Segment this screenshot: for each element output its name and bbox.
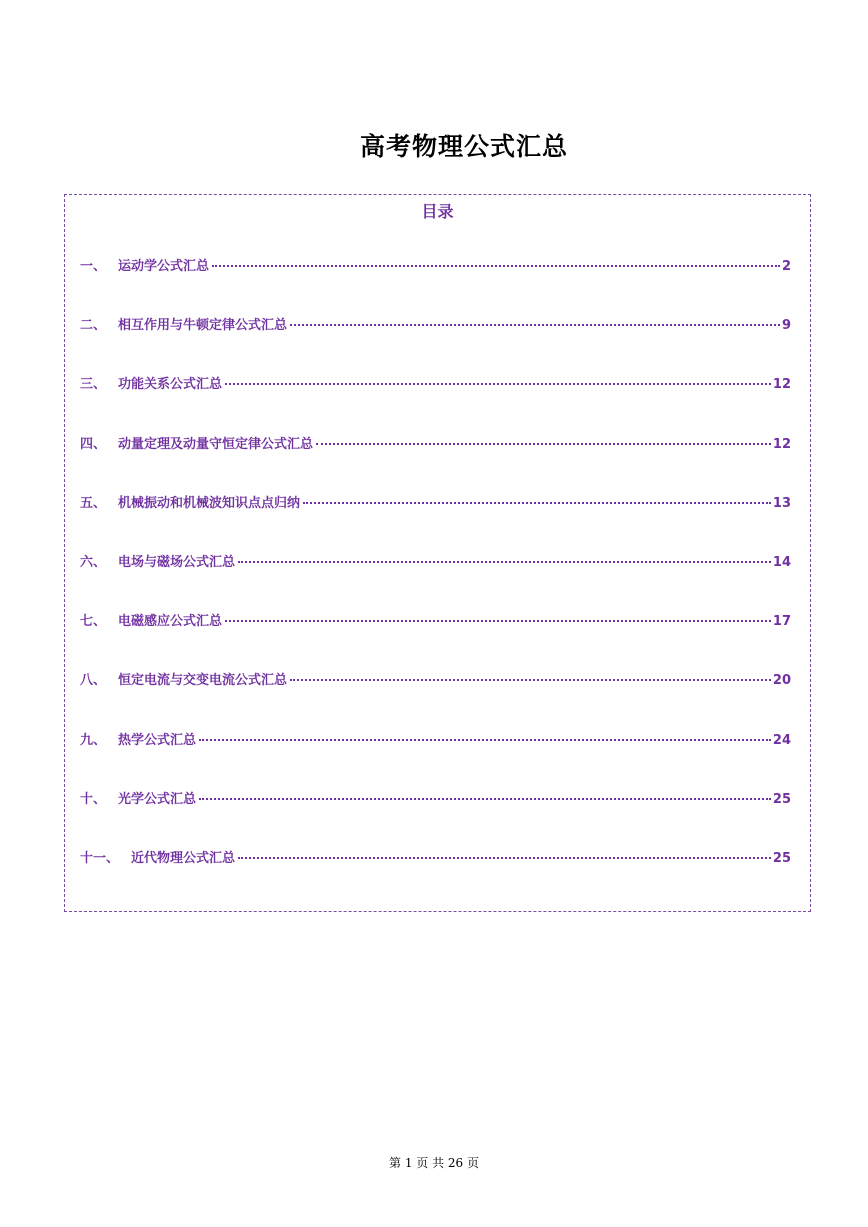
table-of-contents [64, 194, 811, 912]
toc-dot-leader [199, 798, 771, 800]
toc-entry-2[interactable] [80, 314, 791, 373]
toc-dot-leader [212, 265, 780, 267]
toc-entry-8[interactable] [80, 669, 791, 728]
toc-entry-page: 25 [772, 850, 791, 866]
toc-entry-number: 九、 [80, 732, 107, 748]
toc-dot-leader [238, 857, 771, 859]
toc-entry-number: 四、 [80, 436, 107, 452]
toc-entry-number: 六、 [80, 554, 107, 570]
toc-entry-title: 光学公式汇总 [118, 791, 197, 807]
toc-dot-leader [199, 739, 771, 741]
toc-entry-number: 一、 [80, 259, 107, 274]
toc-entry-page: 20 [772, 673, 791, 689]
toc-entry-title: 运动学公式汇总 [118, 259, 210, 274]
toc-entry-title: 近代物理公式汇总 [131, 850, 236, 866]
toc-entry-4[interactable] [80, 433, 791, 492]
toc-entry-page: 13 [772, 495, 791, 511]
toc-entry-number: 五、 [80, 495, 107, 511]
toc-dot-leader [238, 561, 771, 563]
toc-entry-page: 12 [772, 377, 791, 393]
toc-entry-page: 2 [781, 259, 791, 274]
toc-dot-leader [303, 502, 771, 504]
toc-entry-title: 动量定理及动量守恒定律公式汇总 [118, 436, 314, 452]
toc-entry-11[interactable] [80, 847, 791, 906]
toc-entry-number: 八、 [80, 673, 107, 689]
toc-entry-page: 25 [772, 791, 791, 807]
toc-entry-9[interactable] [80, 729, 791, 788]
toc-entry-number: 二、 [80, 318, 107, 334]
toc-entry-number: 十一、 [80, 850, 120, 866]
toc-dot-leader [290, 324, 780, 326]
toc-dot-leader [290, 679, 771, 681]
toc-entry-3[interactable] [80, 373, 791, 432]
toc-entry-title: 功能关系公式汇总 [118, 377, 223, 393]
toc-entry-title: 电场与磁场公式汇总 [118, 554, 236, 570]
toc-dot-leader [225, 383, 771, 385]
toc-list [80, 255, 791, 906]
toc-entry-page: 9 [781, 318, 791, 334]
toc-entry-title: 电磁感应公式汇总 [118, 614, 223, 630]
toc-entry-10[interactable] [80, 788, 791, 847]
toc-entry-title: 恒定电流与交变电流公式汇总 [118, 673, 288, 689]
toc-entry-page: 17 [772, 614, 791, 630]
toc-entry-number: 三、 [80, 377, 107, 393]
toc-dot-leader [316, 443, 771, 445]
toc-entry-7[interactable] [80, 610, 791, 669]
toc-entry-title: 机械振动和机械波知识点点归纳 [118, 495, 301, 511]
toc-dot-leader [225, 620, 771, 622]
toc-entry-number: 十、 [80, 791, 107, 807]
toc-entry-title: 热学公式汇总 [118, 732, 197, 748]
toc-entry-6[interactable] [80, 551, 791, 610]
document-title: 高考物理公式汇总 [359, 132, 568, 161]
page-footer: 第 1 页 共 26 页 [389, 1156, 479, 1170]
toc-entry-title: 相互作用与牛顿定律公式汇总 [118, 318, 288, 334]
toc-heading: 目录 [421, 202, 454, 221]
toc-entry-number: 七、 [80, 614, 107, 630]
toc-entry-page: 24 [772, 732, 791, 748]
toc-entry-1[interactable] [80, 255, 791, 314]
toc-entry-page: 12 [772, 436, 791, 452]
toc-entry-page: 14 [772, 554, 791, 570]
toc-entry-5[interactable] [80, 492, 791, 551]
